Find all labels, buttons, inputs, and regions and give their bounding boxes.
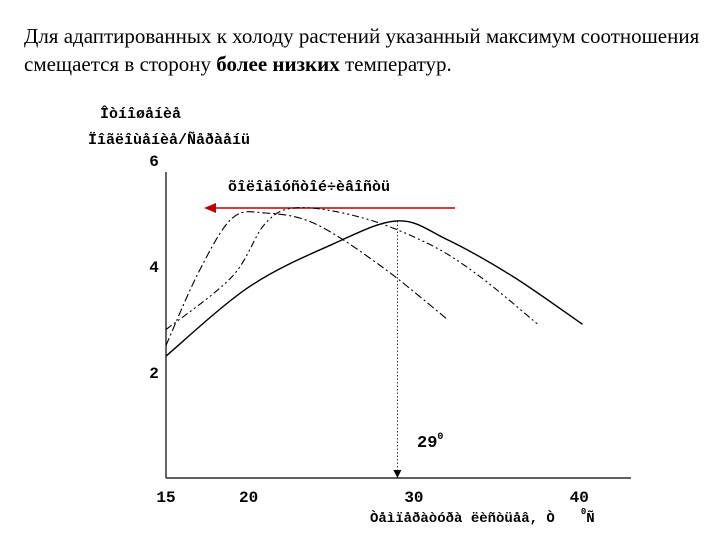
y-axis-label-line2: Ïîãëîùåíèå/Ñåðàåíü <box>88 132 251 149</box>
y-tick-labels <box>149 153 159 383</box>
x-tick-label: 20 <box>239 489 259 507</box>
x-tick-label: 40 <box>569 489 589 507</box>
peak-arrow <box>393 470 401 478</box>
series-line-dash-dot <box>166 212 447 346</box>
y-tick-label: 2 <box>149 365 159 383</box>
annotation-shift: õîëîäîóñòîé÷èâîñòü <box>228 179 391 196</box>
series-line-solid <box>166 221 583 356</box>
annotation-peak: $29^0$ <box>417 432 444 453</box>
caption-bold: более низких <box>216 52 340 76</box>
x-tick-label: 15 <box>156 489 176 507</box>
y-tick-label: 4 <box>149 259 159 277</box>
series-group <box>166 208 583 357</box>
x-axis-label: Òåìïåðàòóðà ëèñòüåâ, Ò $^0$Ñ <box>370 507 595 527</box>
caption-part2: температур. <box>339 52 452 76</box>
x-tick-label: 30 <box>404 489 424 507</box>
series-line-dash-dot-dot <box>166 208 538 330</box>
y-tick-label: 6 <box>149 153 159 171</box>
x-tick-labels <box>156 489 588 507</box>
axes <box>166 172 631 478</box>
y-axis-label-line1: Îòíîøåíèå <box>100 106 182 123</box>
caption-part1: Для адаптированных к холоду растений указанный максимум соотношения смещается в сторону <box>24 24 700 76</box>
